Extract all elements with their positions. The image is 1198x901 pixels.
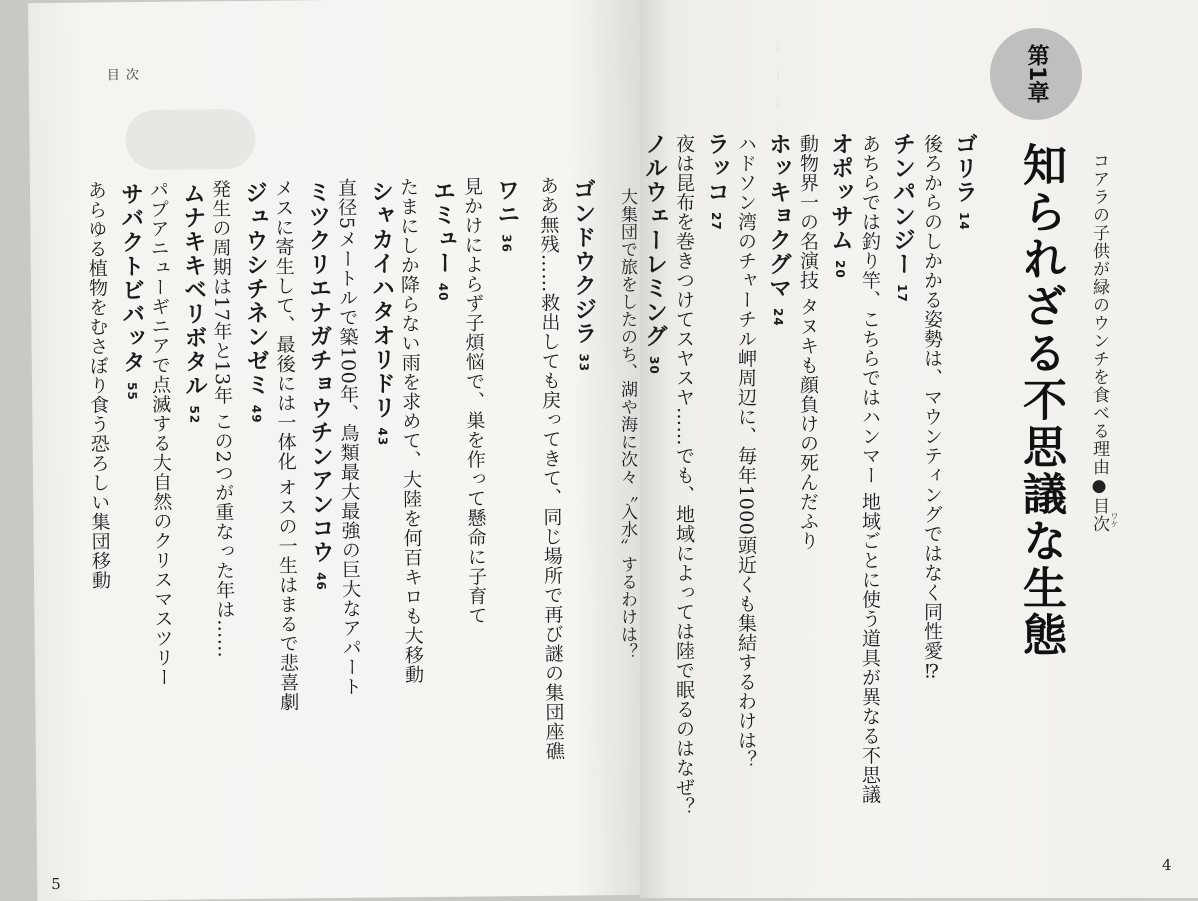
- right-page-number: 4: [1162, 856, 1172, 874]
- entry-title-sabakutobibatta: サバクトビバッタ55: [116, 182, 145, 401]
- chapter-badge: 第1章: [990, 28, 1082, 120]
- entry-desc-noruweeremingu: 大集団で旅をしたのち、湖や海に次々〝入水〟するわけは？: [617, 188, 637, 661]
- entry-desc-hokkyokuguma: ハドソン湾のチャーチル岬周辺に、毎年1000頭近くも集結するわけは？: [735, 134, 757, 770]
- entry-title-emu: エミュー40: [428, 178, 456, 302]
- entry-desc-opossamu: 動物界一の名演技 タヌキも顔負けの死んだふり: [797, 134, 819, 551]
- entry-title-gorira: ゴリラ14: [951, 132, 977, 231]
- entry-title-hokkyokuguma: ホッキョクグマ24: [765, 132, 791, 327]
- entry-title-munakikiberibotaru: ムナキキベリボタル52: [178, 181, 208, 425]
- entry-desc-gorira: 後ろからのしかかる姿勢は、マウンティングではなく同性愛⁉: [921, 134, 943, 683]
- entry-title-chinpanjii: チンパンジー17: [889, 132, 915, 303]
- entry-title-opossamu: オポッサム20: [827, 132, 853, 279]
- left-page-number: 5: [51, 874, 61, 894]
- entry-desc-rakko: 夜は昆布を巻きつけてスヤスヤ……でも、地域によっては陸で眠るのはなぜ？: [673, 134, 695, 817]
- entry-desc-emu: たまにしか降らない雨を求めて、大陸を何百キロも大移動: [396, 177, 425, 685]
- entry-desc-munakikiberibotaru: パプアニューギニアで点滅する大自然のクリスマスツリー: [146, 179, 175, 687]
- chapter-title: 知られざる不思議な生態: [1015, 142, 1066, 659]
- entry-desc-juushichinenzemi: 発生の周期は17年と13年 この2つが重なった年は……: [208, 179, 236, 659]
- entry-title-shakaihataoridori: シャカイハタオリドリ43: [366, 179, 396, 447]
- book-title-ruby: ワケ: [1110, 512, 1119, 528]
- entry-title-mitsukurienagachouchinankou: ミツクリエナガチョウチンアンコウ46: [303, 180, 334, 591]
- left-page: [28, 0, 649, 901]
- entry-desc-wani: 見かけによらず子煩悩で、巣を作って懸命に子育て: [460, 176, 488, 626]
- entry-desc-chinpanjii: あちらでは釣り竿、こちらではハンマー 地域ごとに使う道具が異なる不思議: [859, 134, 881, 804]
- entry-desc-gondoukujira: ああ無残……救出しても戻ってきて、同じ場所で再び謎の集団座礁: [536, 175, 565, 761]
- entry-desc-sabakutobibatta: あらゆる植物をむさぼり食う恐ろしい集団移動: [84, 180, 112, 591]
- running-head: 目次: [106, 67, 145, 84]
- show-through-shadow: [125, 109, 256, 170]
- entry-title-noruweeremingu: ノルウェーレミング30: [641, 132, 667, 375]
- entry-title-wani: ワニ36: [492, 178, 520, 253]
- right-page: [640, 0, 1198, 898]
- show-through-text: ー ー ー ー: [769, 40, 785, 138]
- entry-title-rakko: ラッコ27: [703, 132, 729, 231]
- entry-title-juushichinenzemi: ジュウシチネンゼミ49: [240, 180, 270, 424]
- entry-desc-mitsukurienagachouchinankou: メスに寄生して、最後には一体化 オスの一生はまるで悲喜劇: [271, 178, 300, 712]
- book-title: コアラの子供が緑のウンチを食べる理由●目次: [1089, 152, 1109, 533]
- entry-desc-shakaihataoridori: 直径5メートルで築100年、鳥類最大最強の巨大なアパート: [334, 177, 363, 697]
- entry-title-gondoukujira: ゴンドウクジラ33: [568, 177, 597, 373]
